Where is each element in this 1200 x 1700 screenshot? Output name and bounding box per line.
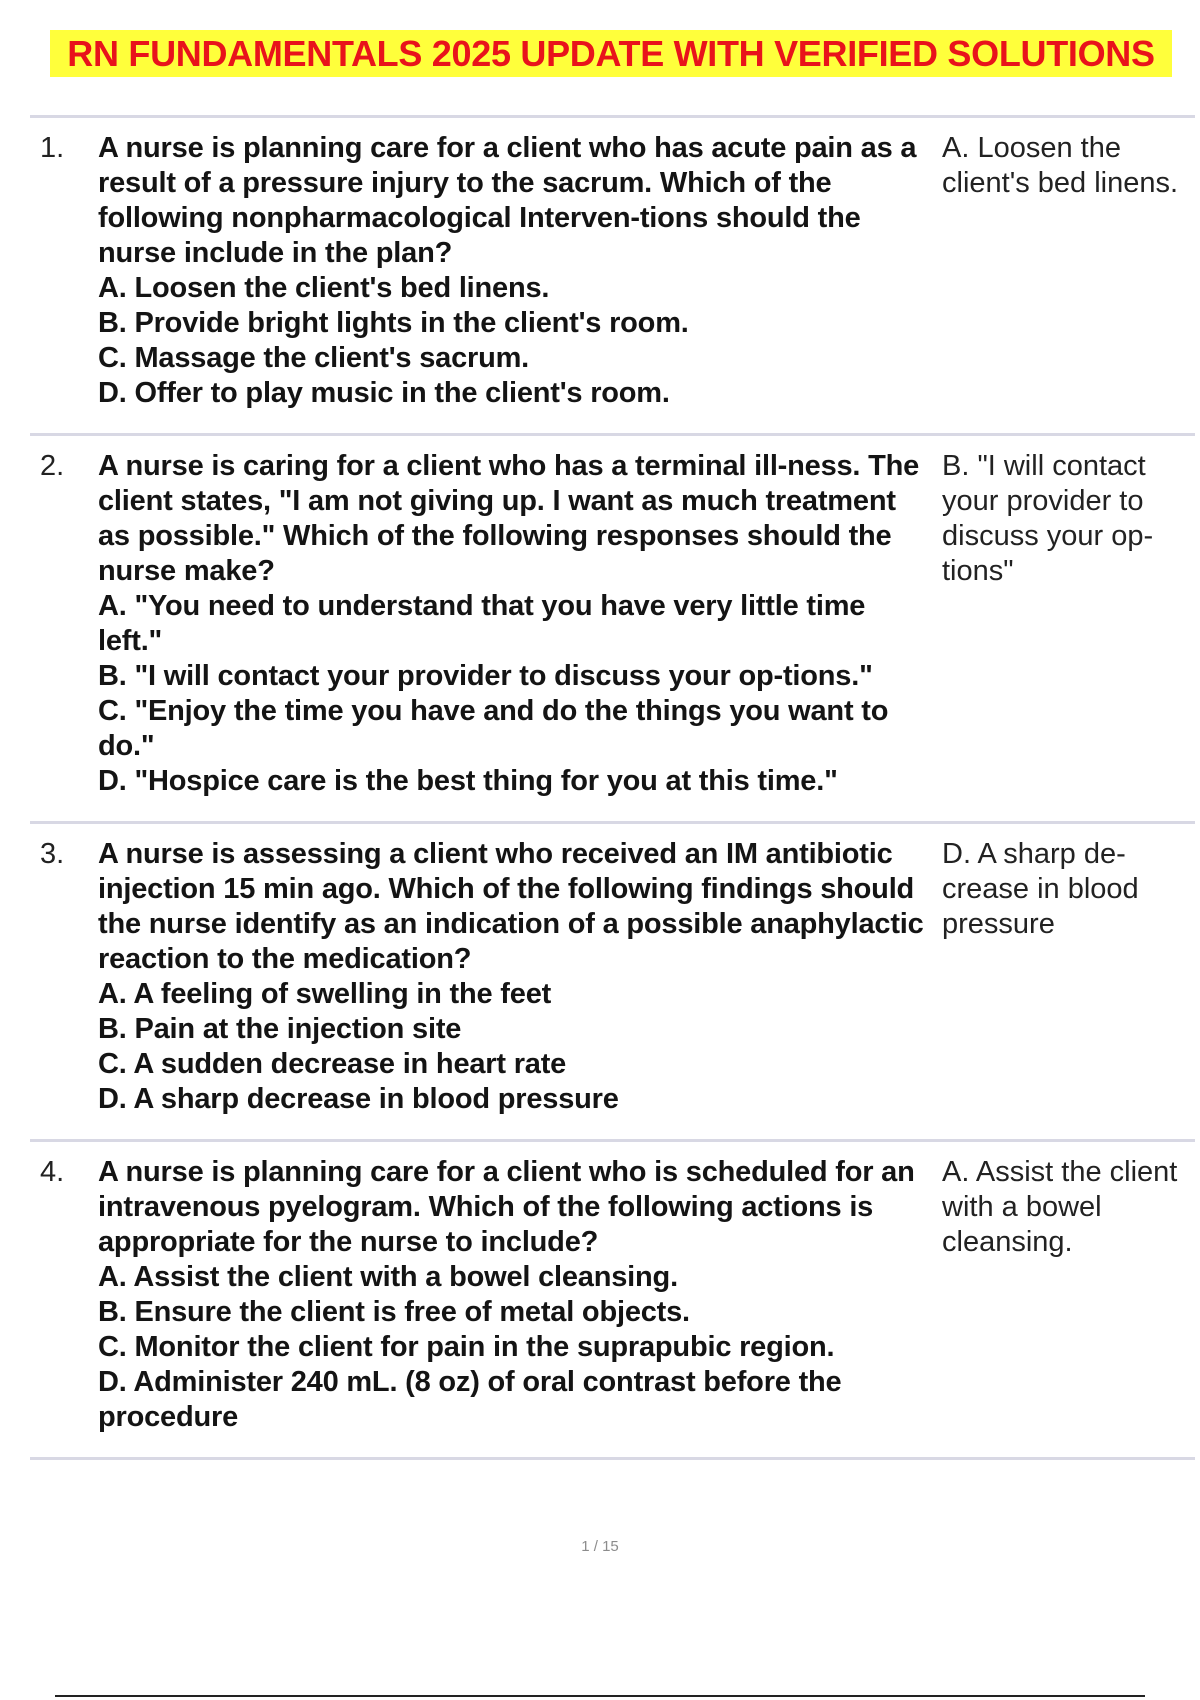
answer-option: C. "Enjoy the time you have and do the things you want to do." (98, 695, 889, 762)
question-number: 2. (40, 450, 65, 482)
question-row (30, 118, 1195, 436)
question-block (98, 449, 930, 799)
question-block (98, 837, 930, 1117)
answer-option: A. Assist the client with a bowel cleansing. (98, 1261, 678, 1293)
page-divider (55, 1695, 1145, 1697)
answer-option: D. "Hospice care is the best thing for you at this time." (98, 765, 838, 797)
question-number: 3. (40, 838, 65, 870)
answer-option: B. Provide bright lights in the client's room. (98, 307, 689, 339)
question-row (30, 824, 1195, 1142)
answer-option: B. "I will contact your provider to discuss your op-tions." (98, 660, 873, 692)
correct-answer: A. Loosen the client's bed linens. (942, 132, 1179, 199)
answer-option: B. Ensure the client is free of metal objects. (98, 1296, 690, 1328)
question-block (98, 1155, 930, 1435)
document-title: RN FUNDAMENTALS 2025 UPDATE WITH VERIFIED SOLUTIONS (50, 30, 1172, 77)
question-stem: A nurse is assessing a client who received an IM antibiotic injection 15 min ago. Which of the following findings should the nurse identify as an indication of a possible anaphylactic reaction to the medication? (98, 838, 924, 975)
question-block (98, 131, 930, 411)
answer-option: D. A sharp decrease in blood pressure (98, 1083, 619, 1115)
answer-option: A. "You need to understand that you have very little time left." (98, 590, 866, 657)
question-number: 1. (40, 132, 65, 164)
question-answer-table (30, 115, 1195, 1460)
answer-option: A. Loosen the client's bed linens. (98, 272, 550, 304)
answer-option: A. A feeling of swelling in the feet (98, 978, 552, 1010)
question-stem: A nurse is planning care for a client who is scheduled for an intravenous pyelogram. Which of the following actions is appropriate for the nurse to include? (98, 1156, 915, 1258)
question-stem: A nurse is caring for a client who has a terminal ill-ness. The client states, "I am not giving up. I want as much treatment as possible." Which of the following responses should the nurse make? (98, 450, 920, 587)
page-number: 1 / 15 (581, 1538, 619, 1555)
question-row (30, 1142, 1195, 1460)
question-stem: A nurse is planning care for a client who has acute pain as a result of a pressure injury to the sacrum. Which of the following nonpharmacological Interven-tions should the nurse include in the plan? (98, 132, 917, 269)
answer-option: D. Offer to play music in the client's room. (98, 377, 670, 409)
correct-answer: D. A sharp de-crease in blood pressure (942, 838, 1139, 940)
answer-option: C. A sudden decrease in heart rate (98, 1048, 567, 1080)
question-row (30, 436, 1195, 824)
correct-answer: B. "I will contact your provider to discuss your op-tions" (942, 450, 1154, 587)
answer-option: C. Monitor the client for pain in the suprapubic region. (98, 1331, 835, 1363)
answer-option: C. Massage the client's sacrum. (98, 342, 530, 374)
question-number: 4. (40, 1156, 65, 1188)
answer-option: B. Pain at the injection site (98, 1013, 462, 1045)
answer-option: D. Administer 240 mL. (8 oz) of oral contrast before the procedure (98, 1366, 842, 1433)
correct-answer: A. Assist the client with a bowel cleansing. (942, 1156, 1178, 1258)
